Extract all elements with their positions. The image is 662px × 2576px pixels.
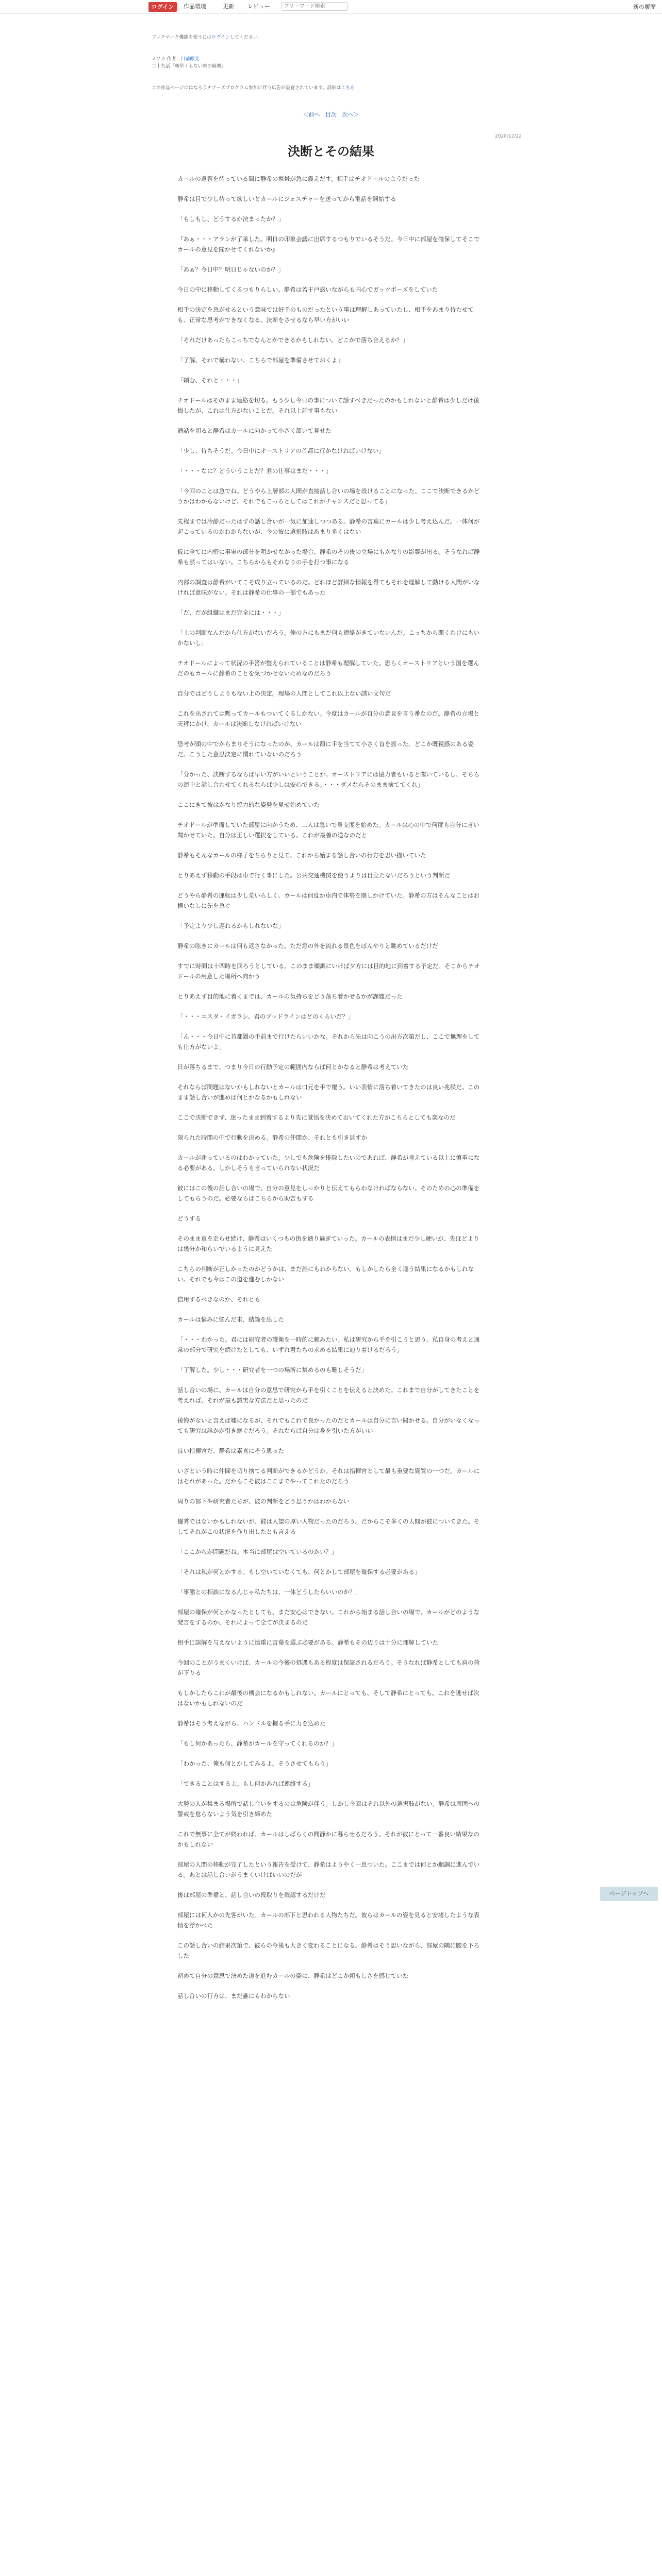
novel-paragraph: こちらの判断が正しかったのかどうかは、まだ誰にもわからない。もしかしたら全く違う結果になるかもしれない。それでも今はこの道を進むしかない xyxy=(177,1265,474,1283)
novel-paragraph: 「少し、待ちそうだ。今日中にオーストリアの首都に行かなければいけない」 xyxy=(177,447,385,454)
novel-paragraph: チオドールによって状況の手筈が整えられていることは静希も理解していた。恐らくオーストリアという国を選んだのもカールに静希のことを気づかせないためなのだろう xyxy=(177,659,479,677)
novel-paragraph: この話し合いの結果次第で、彼らの今後も大きく変わることになる。静希はそう思いながら、部屋の隅に腰を下ろした xyxy=(177,1942,480,1959)
novel-paragraph: 恐考が頭の中でからまりそうになったのか、カールは額に手を当てて小さく首を振った。どこか既視感のある姿だ。こうした意思決定に慣れていないのだろう xyxy=(177,740,474,758)
novel-paragraph: 「ここからが問題だね。本当に部屋は空いているのかい？」 xyxy=(177,1548,338,1555)
novel-paragraph: 静希もそんなカールの様子をちらりと見て、これから始まる話し合いの行方を思い描いていた xyxy=(177,852,426,859)
novel-paragraph: 「だ、だが組織はまだ完全には・・・」 xyxy=(177,609,284,616)
chapter-title: 決断とその結果 xyxy=(288,144,374,159)
novel-paragraph: とりあえず移動の手段は車で行く事にした。公共交通機関を使うよりは目立たないだろうという判断だ xyxy=(177,872,450,879)
novel-paragraph: 後は部屋の準備と、話し合いの段取りを確認するだけだ xyxy=(177,1891,326,1899)
novel-paragraph: 「事態との相談になるんじゃ私たちは、一体どうしたらいいのか？」 xyxy=(177,1588,361,1596)
novel-paragraph: 話し合いの場に、カールは自分の意思で研究から手を引くことを伝えると決めた。これまで自分がしてきたことを考えれば、それが最も誠実な方法だと思ったのだ xyxy=(177,1386,480,1404)
novel-paragraph: 「もしもし、どうするか決まったか？」 xyxy=(177,215,284,223)
nav-history[interactable]: 新の履歴 xyxy=(633,4,656,10)
novel-paragraph: 「分かった、決断するならば早い方がいいということか。オーストリアには協力者もいると聞いているし、そちらの連中と話し合わせてくれるならば少しは安心できる。・・・ダメならそのまま捨ててくれ」 xyxy=(177,771,479,788)
pager-top xyxy=(0,110,662,118)
novel-paragraph: 「・・・なに？どういうことだ？君の仕事はまだ・・・」 xyxy=(177,467,332,474)
bookmark-notice-post: してください。 xyxy=(229,35,262,40)
novel-paragraph: 「上の判断なんだから仕方がないだろう。俺の方にもまだ何も連絡がきていないんだ。こっちから聞くわけにもいかないし」 xyxy=(177,629,480,647)
novel-paragraph: 部屋の人間の移動が完了したという報告を受けて、静希はようやく一息ついた。ここまでは何とか順調に進んでいる。あとは話し合いがうまくいけばいいのだが xyxy=(177,1861,480,1878)
novel-paragraph: 「あぁ？今日中？明日じゃないのか？」 xyxy=(177,266,284,273)
novel-paragraph: とりあえず目的地に着くまでは、カールの気持ちをどう落ち着かせるかが課題だった xyxy=(177,993,403,1000)
novel-paragraph: カールは悩みに悩んだ末、結論を出した xyxy=(177,1316,284,1323)
novel-paragraph: 部屋の確保が何とかなったとしても、まだ安心はできない。これから始まる話し合いの場で、カールがどのような発言をするのか、それによって全てが決まるのだ xyxy=(177,1608,480,1626)
login-button[interactable]: ログイン xyxy=(148,2,177,12)
novel-paragraph: 「予定より少し遅れるかもしれないな」 xyxy=(177,922,284,929)
novel-paragraph: 先程までは冷静だったはずの話し合いが一気に加速しつつある。静希の言葉にカールは少し考え込んだ。一体何が起こっているのかわからないが、今の彼に選択肢はあまり多くはない xyxy=(177,518,480,535)
novel-paragraph: 「了解、それで構わない。こちらで部屋を準備させておくよ」 xyxy=(177,357,343,364)
novel-paragraph: 優秀ではないかもしれないが、彼は人望の厚い人物だったのだろう。だからこそ多くの人間が彼についてきた。そしてそれがこの状況を作り出したとも言える xyxy=(177,1518,480,1535)
novel-paragraph: それならば問題はないかもしれないとカールは口元を手で覆う。いい表情に落ち着いてきたのは良い兆候だ。このまま話し合いが進めば何とかなるかもしれない xyxy=(177,1083,480,1101)
novel-paragraph: チオドールが準備していた部屋に向かうため、二人は急いで身支度を始めた。カールは心の中で何度も自分に言い聞かせていた。自分は正しい選択をしている。これが最善の道なのだと xyxy=(177,821,479,839)
nav-updates[interactable]: 更新 xyxy=(223,3,234,10)
bookmark-notice-pre: ブックマーク機能を使うには xyxy=(152,35,212,40)
novel-paragraph: これで無事に全てが終われば、カールはしばらくの間静かに暮らせるだろう。それが彼にとって一番良い結果なのかもしれない xyxy=(177,1831,479,1848)
novel-paragraph: 自分ではどうしようもない上の決定。現場の人間としてこれ以上ない誘い文句だ xyxy=(177,690,391,697)
novel-paragraph: 周りの部下や研究者たちが、彼の判断をどう思うかはわからない xyxy=(177,1498,350,1505)
novel-paragraph: そのまま車を走らせ続け、静希はいくつもの街を通り過ぎていった。カールの表情はまだ少し硬いが、先ほどよりは幾分か和らいでいるように見えた xyxy=(177,1235,479,1252)
publish-date: 2020/12/22 xyxy=(495,134,522,139)
novel-paragraph: 大勢の人が集まる場所で話し合いをするのは危険が伴う。しかし今回はそれ以外の選択肢がない。静希は周囲への警戒を怠らないよう気を引き締めた xyxy=(177,1800,480,1818)
episode-title: 二十九話「朝早くもない晩の崩壊」 xyxy=(152,64,226,69)
ad-notice-text: この作品ページにはなろうチアーズプログラム参加に伴う広告が設置されています。詳細は xyxy=(152,86,341,91)
novel-paragraph: カールが迷っているのはわかっていた。少しでも危険を排除したいのであれば、静希が考えている以上に慎重になる必要がある。しかしそうも言っていられない状況だ xyxy=(177,1154,480,1172)
next-link[interactable]: 次へ＞ xyxy=(342,111,359,118)
novel-paragraph: 今回のことがうまくいけば、カールの今後の処遇もある程度は保証されるだろう。そうなれば静希としても肩の荷が下りる xyxy=(177,1659,480,1676)
novel-paragraph: 相手に誤解を与えないように慎重に言葉を選ぶ必要がある。静希もその辺りは十分に理解していた xyxy=(177,1639,438,1646)
novel-paragraph: 「了解した。少し・・・研究者を一つの場所に集めるのも難しそうだ」 xyxy=(177,1366,367,1374)
series-label: メソカ 作者： xyxy=(152,57,181,62)
novel-paragraph: 静希は目で少し待って欲しいとカールにジェスチャーを送ってから電話を開始する xyxy=(177,195,396,202)
novel-paragraph: 「もし何かあったら、静希がカールを守ってくれるのか？」 xyxy=(177,1740,338,1747)
novel-paragraph: 仮に全てに内密に事実の部分を明かせなかった場合、静希のその後の立場にもかなりの影響が出る。そうなれば静希も黙ってはいない。こちらからもそれなりの手を打つ事になる xyxy=(177,548,480,566)
novel-paragraph: 「わかった、俺も何とかしてみるよ。そうさせてもらう」 xyxy=(177,1760,332,1767)
novel-paragraph: 「・・・エスタ・イガラシ、君のブッドラインはどのくらいだ？」 xyxy=(177,1013,354,1020)
novel-paragraph: 「ん・・・今日中に首都圏の手前まで行けたらいいかな。それから先は向こうの出方次第だし、ここで無理をしても仕方がないよ」 xyxy=(177,1033,480,1050)
bookmark-login-link[interactable]: ログイン xyxy=(211,35,230,40)
novel-paragraph: 静希はそう考えながら、ハンドルを握る手に力を込めた xyxy=(177,1720,326,1727)
novel-paragraph: 通話を切ると静希はカールに向かって小さく頷いて見せた xyxy=(177,427,332,434)
novel-paragraph: 彼にはこの後の話し合いの場で、自分の意見をしっかりと伝えてもらわなければならない。そのための心の準備をしてもらうのだ。必要ならばこちらから助言もする xyxy=(177,1184,480,1202)
prev-link[interactable]: ＜前へ xyxy=(303,111,320,118)
novel-paragraph: 「頼む、それと・・・」 xyxy=(177,377,243,384)
novel-paragraph: 相手の決定を急がせるという意味では好手のものだったという事は理解しあっていたし、相手をあまり待たせても、正常な思考ができなくなる。決断をさせるなら早い方がいい xyxy=(177,306,474,324)
nav-reviews[interactable]: レビュー xyxy=(247,3,270,10)
novel-paragraph: チオドールはそのまま連絡を切る。もう少し今日の事について話すべきだったのかもしれないと静希は少しだけ後悔したが、これは仕方がないことだ。それ以上話す事もない xyxy=(177,397,479,414)
novel-paragraph: 内部の調査は静希がいてこそ成り立っているのだ。どれほど詳細な情報を得てもそれを理解して動ける人間がいなければ意味がない。それは静希の仕事の一部でもあった xyxy=(177,579,480,596)
novel-paragraph: 初めて自分の意思で決めた道を進むカールの姿に、静希はどこか頼もしさを感じていた xyxy=(177,1972,409,1979)
ad-notice xyxy=(152,84,355,92)
bookmark-notice xyxy=(152,34,262,41)
novel-paragraph: 後悔がないと言えば嘘になるが、それでもこれで良かったのだとカールは自分に言い聞かせる。自分がいなくなっても研究は誰かが引き継ぐだろう。それならば自分は身を引いた方がいい xyxy=(177,1417,480,1434)
novel-paragraph: 良い指揮官だ、静希は素直にそう思った xyxy=(177,1447,284,1454)
page-top-button[interactable]: ページトップへ xyxy=(600,1887,658,1901)
novel-paragraph: 日が落ちるまで、つまり今日の行動予定の範囲内ならば何とかなると静希は考えていた xyxy=(177,1063,409,1071)
author-link[interactable]: 目前眼光 xyxy=(180,57,200,62)
novel-body xyxy=(177,174,485,2011)
novel-paragraph: 「それだけあったらこっちでなんとかできるかもしれない。どこかで落ち合えるか？」 xyxy=(177,336,409,344)
novel-paragraph: 「今回のことは急でね。どうやら上層部の人間が直接話し合いの場を設けることになった。ここで決断できるかどうかはわからないけど、それでもこっちとしてはこれがチャンスだと思ってる」 xyxy=(177,487,480,505)
ad-notice-link[interactable]: こちら xyxy=(341,86,355,91)
novel-paragraph: 今日の中に移動してくるつもりらしい。静希は若干戸惑いながらも内心でガッツポーズをしていた xyxy=(177,286,438,293)
novel-paragraph: 「できることはするよ。もし何かあれば連絡する」 xyxy=(177,1780,314,1787)
novel-paragraph: 話し合いの行方は、まだ誰にもわからない xyxy=(177,1992,290,1999)
novel-paragraph: カールの返答を待っている間に静希の携帯が急に震えだす。相手はチオドールのようだった xyxy=(177,175,420,182)
novel-paragraph: どうする xyxy=(177,1215,201,1222)
novel-paragraph: 『あぁ・・・アランが了承した。明日の印象会議に出席するつもりでいるそうだ。今日中に部屋を確保してそこでカールの意見を聞かせてくれないか』 xyxy=(177,235,480,253)
novel-paragraph: ここで決断できず、迷ったまま到着するより先に覚悟を決めておいてくれた方がこちらとしても楽なのだ xyxy=(177,1114,456,1121)
novel-paragraph: 「・・・わかった。君には研究者の護衛を一時的に頼みたい。私は研究から手を引こうと思う。私自身の考えと通常の部分で研究を続けたとしても、いずれ君たちの求める結果に辿り着けるだろう」 xyxy=(177,1336,480,1353)
novel-paragraph: 部屋には何人かの先客がいた。カールの部下と思われる人物たちだ。彼らはカールの姿を見ると安堵したような表情を浮かべた xyxy=(177,1911,480,1929)
novel-paragraph: 「それは私が何とかする。もし空いていなくても、何とかして部屋を確保する必要がある」 xyxy=(177,1568,421,1575)
novel-paragraph: ここにきて彼はかなり協力的な姿勢を見せ始めていた xyxy=(177,801,320,808)
novel-paragraph: これを出されては黙ってカールもついてくるしかない。今度はカールが自分の意見を言う番なのだ。静希の立場と天秤にかけ、カールは決断しなければいけない xyxy=(177,710,480,727)
author-line xyxy=(152,56,200,63)
novel-paragraph: いざという時に仲間を切り捨てる判断ができるかどうか。それは指揮官として最も重要な資質の一つだ。カールにはそれがあった。だからこそ彼はここまでやってこれたのだろう xyxy=(177,1467,480,1485)
novel-paragraph: 静希の呟きにカールは何も返さなかった。ただ窓の外を流れる景色をぼんやりと眺めているだけだ xyxy=(177,942,438,950)
novel-paragraph: どうやら静希の運転は少し荒いらしく、カールは何度か車内で体勢を崩しかけていた。静希の方はそんなことはお構いなしに先を急ぐ xyxy=(177,892,480,909)
search-input[interactable] xyxy=(282,2,347,11)
novel-paragraph: 信用するべきなのか、それとも xyxy=(177,1296,260,1303)
novel-paragraph: 限られた時間の中で行動を決める。静希の仲間か、それとも引き返すか xyxy=(177,1134,367,1141)
nav-works[interactable]: 作品環境 xyxy=(184,3,206,10)
novel-paragraph: すでに時間は十四時を回ろうとしている。このまま順調にいけば夕方には目的地に到着する予定だ。そこからチオドールの用意した場所へ向かう xyxy=(177,962,480,980)
novel-paragraph: もしかしたらこれが最後の機会になるかもしれない。カールにとっても、そして静希にとっても。これを逃せば次はないかもしれないのだ xyxy=(177,1689,479,1707)
top-bar xyxy=(0,0,662,14)
toc-link[interactable]: 目次 xyxy=(325,111,337,118)
